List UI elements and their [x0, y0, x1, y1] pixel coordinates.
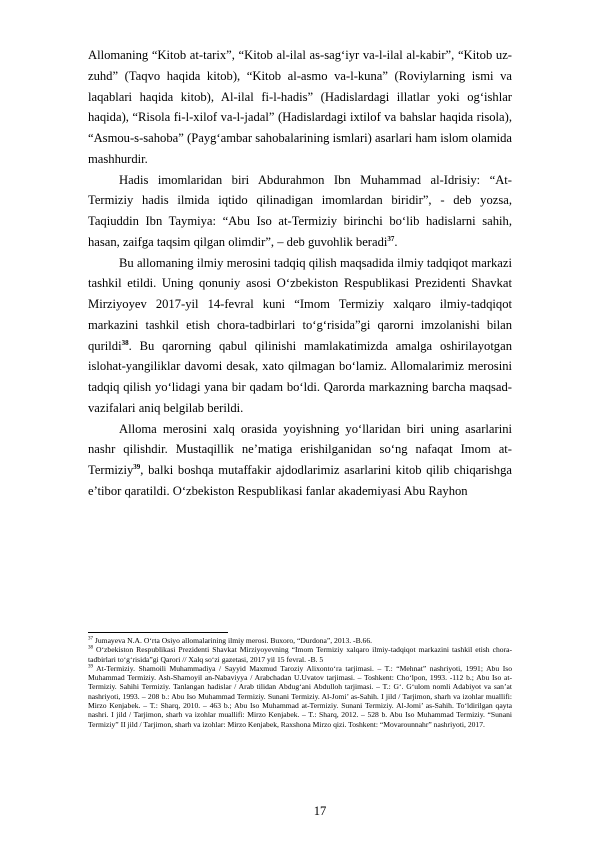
paragraph-4: Alloma merosini xalq orasida yoyishning yo‘llaridan biri uning asarlarini nashr qilishdir. Mustaqillik ne’matiga erishilganidan so‘ng nafaqat Imom at-Termiziy$^{39}$, balki boshqa mutaffakir ajdodlarimiz asarlarini kitob qilib chiqarishga e’tibor qaratildi. O‘zbekiston Respublikasi fanlar akademiyasi Abu Rayhon [88, 421, 512, 498]
page-number: 17 [313, 804, 327, 818]
footnote-ref-37[interactable]: 37 [387, 234, 395, 243]
footnote-37: $^{37}$ Jumayeva N.A. O‘rta Osiyo allomalarining ilmiy merosi. Buxoro, “Durdona”, 2013. -B.66. [88, 636, 373, 645]
body-text [88, 45, 512, 502]
footnote-39: $^{39}$ At-Termiziy. Shamoili Muhammadiya / Sayyid Maxmud Taroziy Alixonto‘ra tarjimasi. – T.: “Mehnat” nashriyoti, 1991; Abu Iso Muhammad Termiziy. Ash-Shamoyil an-Nabaviyya / Arabchadan U.Uvatov tarjimasi. – Toshkent: Cho‘lpon, 1993. -112 b.; Abu Iso at-Termiziy. Sahihi Termiziy. Tanlangan hadislar / Arab tilidan Abdug‘ani Abdulloh tarjimasi. – T.: G‘. G‘ulom nomli Adabiyot va san’at nashriyoti, 1993. – 208 b.: Abu Iso Muhammad Termiziy. Sunani Termiziy. Al-Jomi’ as-Sahih. I jild / Tarjimon, sharh va izohlar muallifi: Mirzo Kenjabek. – T.: Sharq, 2010. – 463 b.; Abu Iso Muhammad at-Termiziy. Sunani Termiziy. Al-Jomi’ as-Sahih. To‘ldirilgan qayta nashri. I jild / Tarjimon, sharh va izohlar muallifi: Mirzo Kenjabek. – T.: Sharq, 2012. – 528 b. Abu Iso Muhammad Termiziy. “Sunani Termiziy” II jild / Tarjimon, sharh va izohlar: Mirzo Kenjabek, Raxshona Mirzo qizi. Toshkent: “Movarounnahr” nashriyoti, 2017. [88, 663, 512, 729]
footnote-separator [88, 632, 228, 633]
paragraph-1: Allomaning “Kitob at-tarix”, “Kitob al-ilal as-sag‘iyr va-l-ilal al-kabir”, “Kitob uz-zuhd” (Taqvo haqida kitob), “Kitob al-asmo va-l-kuna” (Roviylarning ismi va laqablari haqida kitob), Al-ilal fi-l-hadis” (Hadislardagi illatlar yoki og‘ishlar haqida), “Risola fi-l-xilof va-l-jadal” (Hadislardagi ixtilof va bahslar haqida risola), “Asmou-s-sahoba” (Payg‘ambar sahobalarining ismlari) asarlari ham islom olamida mashhurdir. [88, 48, 512, 166]
paragraph-2: Hadis imomlaridan biri Abdurahmon Ibn Muhammad al-Idrisiy: “At-Termiziy hadis ilmida iqtido qilinadigan imomlardan biridir”, - deb yozsa, Taqiuddin Ibn Taymiya: “Abu Iso at-Termiziy birinchi bo‘lib hadislarni sahih, hasan, zaifga taqsim qilgan olimdir”, – deb guvohlik beradi$^{37}$. [88, 172, 512, 249]
footnotes [88, 636, 512, 729]
footnote-38: $^{38}$ O‘zbekiston Respublikasi Prezidenti Shavkat Mirziyoyevning “Imom Termiziy xalqaro ilmiy-tadqiqot markazini tashkil etish chora-tadbirlari to‘g‘risida”gi Qarori // Xalq so‘zi gazetasi, 2017 yil 15 fevral. -B. 5 [88, 645, 513, 664]
paragraph-3: Bu allomaning ilmiy merosini tadqiq qilish maqsadida ilmiy tadqiqot markazi tashkil etildi. Uning qonuniy asosi O‘zbekiston Respublikasi Prezidenti Shavkat Mirziyoyev 2017-yil 14-fevral kuni “Imom Termiziy xalqaro ilmiy-tadqiqot markazini tashkil etish chora-tadbirlari to‘g‘risida”gi qarorni imzolanishi bilan qurildi$^{38}$. Bu qarorning qabul qilinishi mamlakatimizda amalga oshirilayotgan islohat-yangiliklar davomi desak, xato qilmagan bo‘lamiz. Allomalarimiz merosini tadqiq qilish yo‘lidagi yana bir qadam bo‘ldi. Qarorda markazning barcha maqsad-vazifalari aniq belgilab berildi. [88, 255, 512, 415]
footnote-ref-39[interactable]: 39 [133, 462, 141, 471]
footnote-ref-38[interactable]: 38 [121, 338, 129, 347]
